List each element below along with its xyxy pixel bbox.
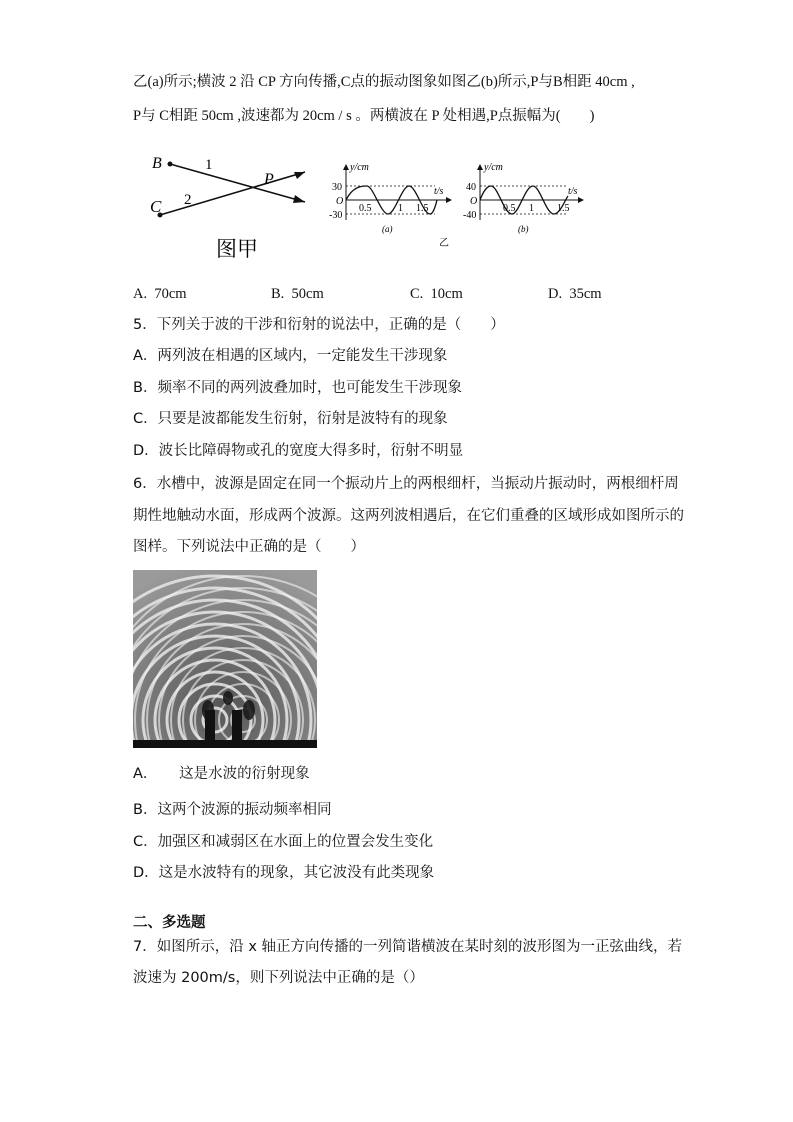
- q4-figure: [140, 148, 610, 268]
- label-2: 2: [184, 192, 192, 208]
- label-P: P: [264, 171, 274, 188]
- option-letter: B.: [271, 286, 285, 302]
- option-letter: C.: [410, 286, 424, 302]
- graph-a-tick-1: 0.5: [359, 203, 372, 214]
- graph-a-caption: (a): [382, 224, 393, 234]
- q4-option-b[interactable]: [271, 286, 324, 303]
- q7-line2: 波速为 200m/s，则下列说法中正确的是（）: [133, 970, 424, 986]
- option-text: 50cm: [291, 286, 324, 302]
- graph-b-origin: O: [470, 196, 478, 207]
- caption-jia: 图甲: [216, 237, 258, 261]
- q4-option-d[interactable]: [548, 286, 602, 303]
- graph-b-tick-2: 1: [529, 203, 534, 214]
- label-B: B: [152, 155, 162, 172]
- q5-option-d[interactable]: D．波长比障碍物或孔的宽度大得多时，衍射不明显: [133, 443, 464, 459]
- q5-option-a[interactable]: A．两列波在相遇的区域内，一定能发生干涉现象: [133, 348, 448, 364]
- graph-a-tick-2: 1: [398, 203, 403, 214]
- q6-option-d[interactable]: D．这是水波特有的现象，其它波没有此类现象: [133, 865, 435, 881]
- caption-yi: 乙: [439, 238, 449, 249]
- graph-a-tick-3: 1.5: [416, 203, 429, 214]
- graph-a-amp-pos: 30: [332, 182, 342, 193]
- option-text: 70cm: [154, 286, 187, 302]
- graph-b-tick-1: 0.5: [503, 203, 516, 214]
- figure-jia: [150, 155, 305, 261]
- label-C: C: [150, 197, 162, 216]
- section-title: 二、多选题: [133, 915, 206, 931]
- graph-a-amp-neg: -30: [329, 210, 343, 221]
- q7-line1: 7．如图所示，沿 x 轴正方向传播的一列简谐横波在某时刻的波形图为一正弦曲线，若: [133, 939, 683, 955]
- q6-option-a[interactable]: A． 这是水波的衍射现象: [133, 766, 310, 782]
- graph-a-xlabel: t/s: [434, 186, 444, 197]
- graph-a-origin: O: [336, 196, 344, 207]
- q6-option-b[interactable]: B．这两个波源的振动频率相同: [133, 802, 332, 818]
- q5-option-c[interactable]: C．只要是波都能发生衍射，衍射是波特有的现象: [133, 411, 448, 427]
- option-text: 35cm: [569, 286, 602, 302]
- label-1: 1: [205, 157, 213, 173]
- q4-option-c[interactable]: [410, 286, 463, 303]
- option-text: 10cm: [430, 286, 463, 302]
- option-letter: D.: [548, 286, 563, 302]
- q6-line3: 图样。下列说法中正确的是（ ）: [133, 539, 365, 555]
- q4-line2: P与 C相距 50cm ,波速都为 20cm / s 。两横波在 P 处相遇,P点振幅为( ): [133, 108, 595, 124]
- q6-line2: 期性地触动水面，形成两个波源。这两列波相遇后，在它们重叠的区域形成如图所示的: [133, 508, 684, 524]
- graph-a-ylabel: y/cm: [350, 162, 369, 173]
- interference-photo: [133, 570, 317, 748]
- arrow-icon: [294, 172, 305, 179]
- q5-stem: 5．下列关于波的干涉和衍射的说法中，正确的是（ ）: [133, 317, 505, 333]
- q4-line1: 乙(a)所示;横波 2 沿 CP 方向传播,C点的振动图象如图乙(b)所示,P与B相距 40cm ,: [133, 74, 635, 90]
- graph-b-xlabel: t/s: [568, 186, 578, 197]
- graph-b-amp-pos: 40: [466, 182, 476, 193]
- q6-option-c[interactable]: C．加强区和减弱区在水面上的位置会发生变化: [133, 834, 434, 850]
- arrow-icon: [293, 195, 305, 203]
- wave2-line: [160, 172, 305, 215]
- option-letter: A.: [133, 286, 148, 302]
- graph-b-amp-neg: -40: [463, 210, 477, 221]
- q5-option-b[interactable]: B．频率不同的两列波叠加时，也可能发生干涉现象: [133, 380, 462, 396]
- q6-line1: 6．水槽中，波源是固定在同一个振动片上的两根细杆，当振动片振动时，两根细杆周: [133, 476, 679, 492]
- graph-b-ylabel: y/cm: [484, 162, 503, 173]
- q4-option-a[interactable]: [133, 286, 187, 303]
- graph-b-tick-3: 1.5: [557, 203, 570, 214]
- graph-a: [329, 162, 452, 234]
- graph-b: [463, 162, 584, 234]
- graph-b-caption: (b): [518, 224, 529, 234]
